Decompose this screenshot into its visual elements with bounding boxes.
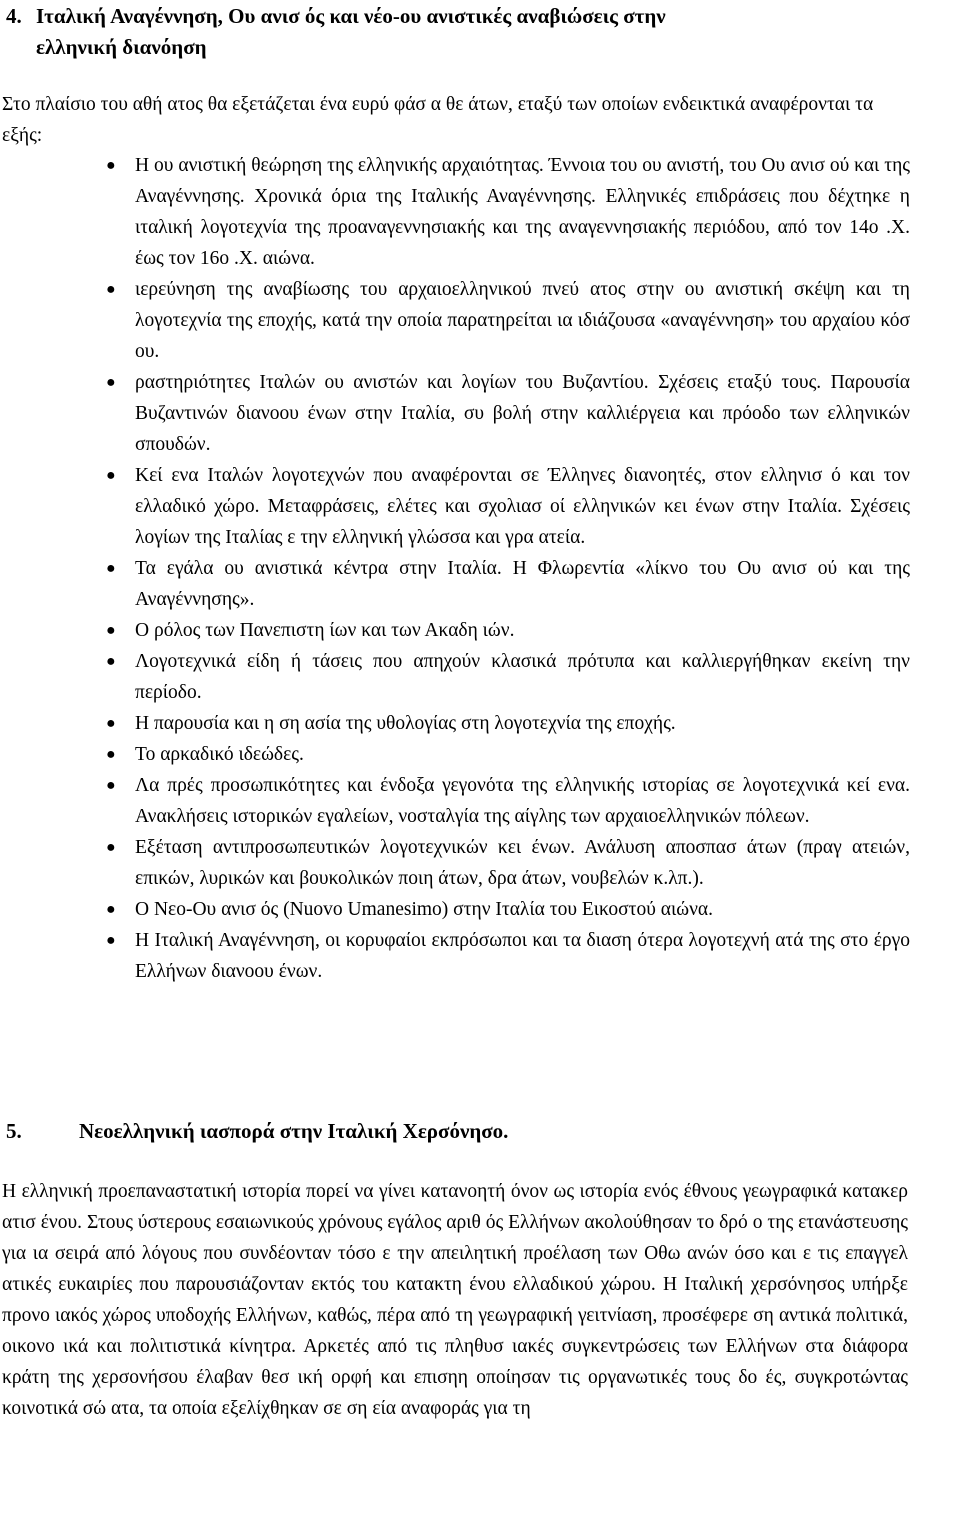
list-item [0, 150, 910, 274]
list-item-text: ραστηριότητες Ιταλών ου ανιστών και λογίων του Βυζαντίου. Σχέσεις εταξύ τους. Παρουσία Βυζαντινών διανοου ένων στην Ιταλία, συ βολή στην καλλιέργεια και πρόοδο των ελληνικών σπουδών. [135, 372, 910, 455]
section-5-paragraph: Η ελληνική προεπαναστατική ιστορία πορεί να γίνει κατανοητή όνον ως ιστορία ενός έθνους γεωγραφικά κατακερ ατισ ένου. Στους ύστερους εσαιωνικούς χρόνους εγάλος αριθ ός Ελλήνων ακολούθησαν το δρό ο της ετανάστευσης για ια σειρά από λόγους που συνδέονταν τόσο ε την απειλητική προέλαση των Οθω ανών όσο και ε τις επαγγελ ατικές ευκαιρίες που παρουσιάζονταν εκτός του κατακτη ένου ελλαδικού χώρου. Η Ιταλική χερσόνησος υπήρξε προνο ιακός χώρος υποδοχής Ελλήνων, καθώς, πέρα από τη γεωγραφική γειτνίαση, προσέφερε ση αντικά πολιτικά, οικονο ικά και πολιτιστικά κίνητρα. Αρκετές από τις πληθυσ ιακές συγκεντρώσεις των Ελλήνων στα διάφορα κράτη της χερσονήσου έλαβαν θεσ ική ορφή και επισηη οποίησαν τις οργανωτικές τους δο ές, συγκροτώντας κοινοτικά σώ ατα, τα οποία εξελίχθηκαν σε ση εία αναφοράς για τη [2, 1181, 908, 1419]
bullet-icon: ● [106, 901, 116, 918]
list-item-text: Εξέταση αντιπροσωπευτικών λογοτεχνικών κει ένων. Ανάλυση αποσπασ άτων (πραγ ατειών, επικών, λυρικών και βουκολικών ποιη άτων, δρα άτων, νουβελών κ.λπ.). [135, 837, 910, 889]
section-5-number: 5. [6, 1119, 22, 1143]
list-item-text: Ο Νεο-Ου ανισ ός (Nuovo Umanesimo) στην Ιταλία του Εικοστού αιώνα. [135, 899, 713, 920]
bullet-icon: ● [106, 281, 116, 298]
list-item [0, 925, 910, 987]
list-item [0, 274, 910, 367]
list-item-text: Η παρουσία και η ση ασία της υθολογίας στη λογοτεχνία της εποχής. [135, 713, 676, 734]
list-item-text: Το αρκαδικό ιδεώδες. [135, 744, 304, 765]
list-item [0, 832, 910, 894]
list-item [0, 894, 910, 925]
list-item-text: Λογοτεχνικά είδη ή τάσεις που απηχούν κλασικά πρότυπα και καλλιεργήθηκαν εκείνη την περίοδο. [135, 651, 910, 703]
list-item [0, 770, 910, 832]
list-item [0, 367, 910, 460]
section-5-heading [6, 1116, 946, 1147]
bullet-icon: ● [106, 777, 116, 794]
bullet-icon: ● [106, 746, 116, 763]
list-item-text: Λα πρές προσωπικότητες και ένδοξα γεγονότα της ελληνικής ιστορίας σε λογοτεχνικά κεί ενα. Ανακλήσεις ιστορικών εγαλείων, νοσταλγία της αίγλης των αρχαιοελληνικών πόλεων. [135, 775, 910, 827]
section-5-title: Νεοελληνική ιασπορά στην Ιταλική Χερσόνησο. [79, 1119, 509, 1143]
section-4-heading [6, 1, 946, 63]
bullet-icon: ● [106, 157, 116, 174]
bullet-icon: ● [106, 560, 116, 577]
list-item-text: Ο ρόλος των Πανεπιστη ίων και των Ακαδη ιών. [135, 620, 515, 641]
bullet-icon: ● [106, 839, 116, 856]
section-4-title-line1: Ιταλική Αναγέννηση, Ου ανισ ός και νέο-ου ανιστικές αναβιώσεις στην [36, 4, 666, 28]
list-item-text: Τα εγάλα ου ανιστικά κέντρα στην Ιταλία. Η Φλωρεντία «λίκνο του Ου ανισ ού και της Αναγέννησης». [135, 558, 910, 610]
bullet-icon: ● [106, 622, 116, 639]
list-item [0, 646, 910, 708]
bullet-icon: ● [106, 715, 116, 732]
section-4-intro: Στο πλαίσιο του αθή ατος θα εξετάζεται ένα ευρύ φάσ α θε άτων, εταξύ των οποίων ενδεικτικά αναφέρονται τα εξής: [2, 94, 874, 146]
list-item [0, 553, 910, 615]
list-item [0, 739, 910, 770]
bullet-icon: ● [106, 932, 116, 949]
section-4-title-line2: ελληνική διανόηση [36, 35, 207, 59]
list-item-text: ιερεύνηση της αναβίωσης του αρχαιοελληνικού πνεύ ατος στην ου ανιστική σκέψη και τη λογοτεχνία της εποχής, κατά την οποία παρατηρείται ια ιδιάζουσα «αναγέννηση» του αρχαίου κόσ ου. [135, 279, 910, 362]
bullet-icon: ● [106, 374, 116, 391]
list-item [0, 615, 910, 646]
list-item [0, 708, 910, 739]
section-4-number: 4. [6, 4, 22, 28]
list-item-text: Κεί ενα Ιταλών λογοτεχνών που αναφέρονται σε Έλληνες διανοητές, στον ελληνισ ό και τον ελλαδικό χώρο. Μεταφράσεις, ελέτες και σχολιασ οί ελληνικών κει ένων στην Ιταλία. Σχέσεις λογίων της Ιταλίας ε την ελληνική γλώσσα και γρα ατεία. [135, 465, 910, 548]
bullet-icon: ● [106, 653, 116, 670]
bullet-icon: ● [106, 467, 116, 484]
list-item-text: Η ου ανιστική θεώρηση της ελληνικής αρχαιότητας. Έννοια του ου ανιστή, του Ου ανισ ού και της Αναγέννησης. Χρονικά όρια της Ιταλικής Αναγέννησης. Ελληνικές επιδράσεις που δέχτηκε η ιταλική λογοτεχνία της προαναγεννησιακής και της αναγεννησιακής περιόδου, από τον 14ο .Χ. έως τον 16ο .Χ. αιώνα. [135, 155, 910, 269]
section-4-bullet-list [0, 150, 910, 987]
list-item [0, 460, 910, 553]
list-item-text: Η Ιταλική Αναγέννηση, οι κορυφαίοι εκπρόσωποι και τα διαση ότερα λογοτεχνή ατά της στο έργο Ελλήνων διανοου ένων. [135, 930, 910, 982]
